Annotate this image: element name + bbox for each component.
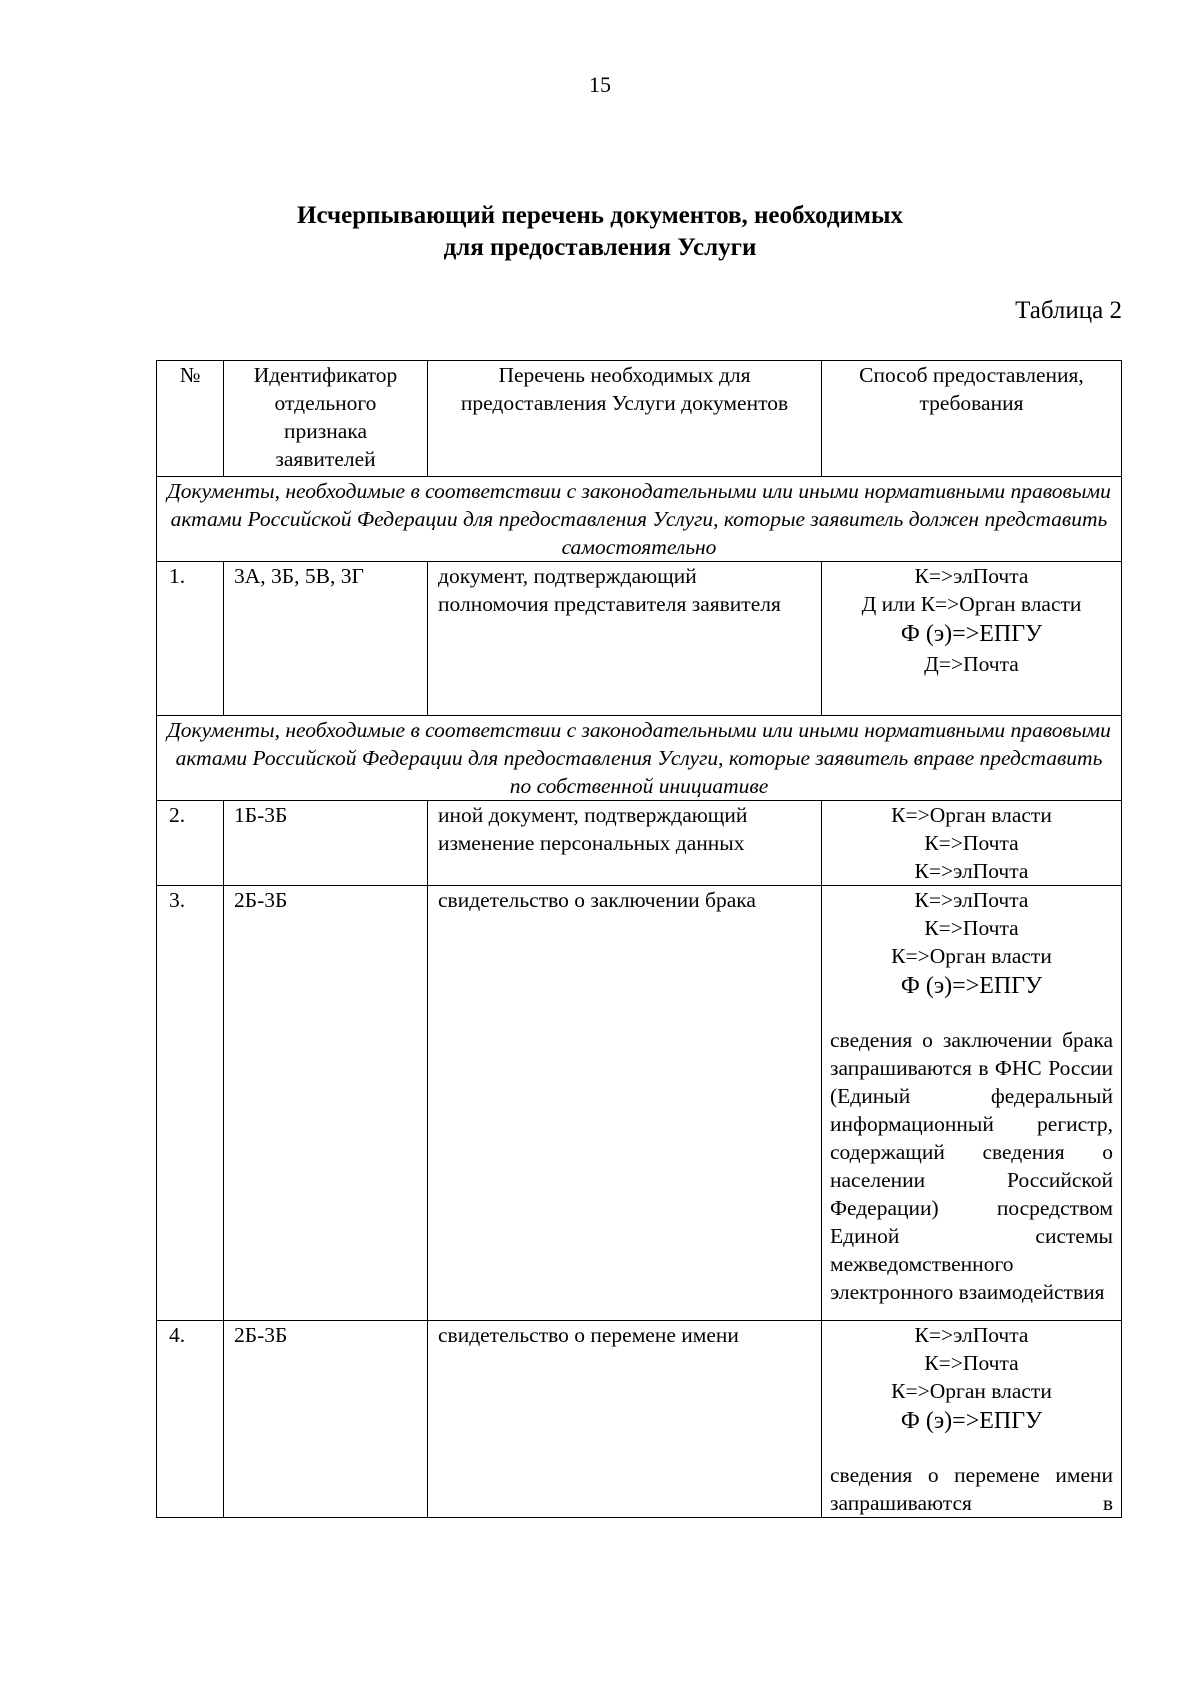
row-identifier: 3А, 3Б, 5В, 3Г [224,562,428,716]
method-item: К=>элПочта [914,564,1029,588]
method-item: К=>Орган власти [891,803,1052,827]
table-row [157,886,1122,1321]
row-methods [822,801,1122,886]
header-documents: Перечень необходимых для предоставления Услуги документов [428,361,822,477]
row-number: 3. [157,886,224,1321]
method-note: сведения о перемене имени запрашиваются в [830,1463,1113,1515]
method-item: Ф (э)=>ЕПГУ [900,973,1043,999]
row-document: свидетельство о перемене имени [428,1321,822,1518]
method-item: К=>элПочта [914,1323,1029,1347]
method-item: Ф (э)=>ЕПГУ [900,1408,1043,1434]
header-num: № [157,361,224,477]
method-item: К=>Почта [924,1351,1019,1375]
row-methods [822,562,1122,716]
table-row [157,562,1122,716]
row-document: иной документ, подтверждающий изменение персональных данных [428,801,822,886]
method-item: К=>Почта [924,831,1019,855]
document-title [0,200,1200,264]
table-row [157,1321,1122,1518]
row-number: 4. [157,1321,224,1518]
method-item: Ф (э)=>ЕПГУ [900,621,1043,647]
section-row [157,477,1122,562]
method-item: К=>элПочта [914,859,1029,883]
table-header-row [157,361,1122,477]
method-item: Д=>Почта [924,652,1019,676]
section-row [157,716,1122,801]
method-item: К=>элПочта [914,888,1029,912]
method-item: К=>Орган власти [891,944,1052,968]
method-item: К=>Орган власти [891,1379,1052,1403]
row-methods [822,886,1122,1321]
method-note: сведения о заключении брака запрашиваются в ФНС России (Единый федеральный информационный регистр, содержащий сведения о населении Российской Федерации) посредством Единой системы межведомственного электронного взаимодействия [830,1028,1113,1304]
page-number: 15 [589,72,611,97]
document-title-line-1: Исчерпывающий перечень документов, необходимых [297,202,903,229]
table-row [157,801,1122,886]
row-methods [822,1321,1122,1518]
method-item: Д или К=>Орган власти [861,592,1082,616]
row-identifier: 2Б-3Б [224,1321,428,1518]
documents-table [156,360,1122,1518]
section-text: Документы, необходимые в соответствии с законодательными или иными нормативными правовыми актами Российской Федерации для предоставления Услуги, которые заявитель вправе представить по собственной инициативе [157,716,1122,801]
document-title-line-2: для предоставления Услуги [443,234,757,261]
method-item: К=>Почта [924,916,1019,940]
table-label: Таблица 2 [1015,297,1122,324]
header-identifier: Идентификатор отдельного признака заявителей [224,361,428,477]
header-method: Способ предоставления, требования [822,361,1122,477]
row-identifier: 1Б-3Б [224,801,428,886]
row-number: 2. [157,801,224,886]
section-text: Документы, необходимые в соответствии с законодательными или иными нормативными правовыми актами Российской Федерации для предоставления Услуги, которые заявитель должен представить самостоятельно [157,477,1122,562]
row-number: 1. [157,562,224,716]
row-identifier: 2Б-3Б [224,886,428,1321]
row-document: документ, подтверждающий полномочия представителя заявителя [428,562,822,716]
row-document: свидетельство о заключении брака [428,886,822,1321]
